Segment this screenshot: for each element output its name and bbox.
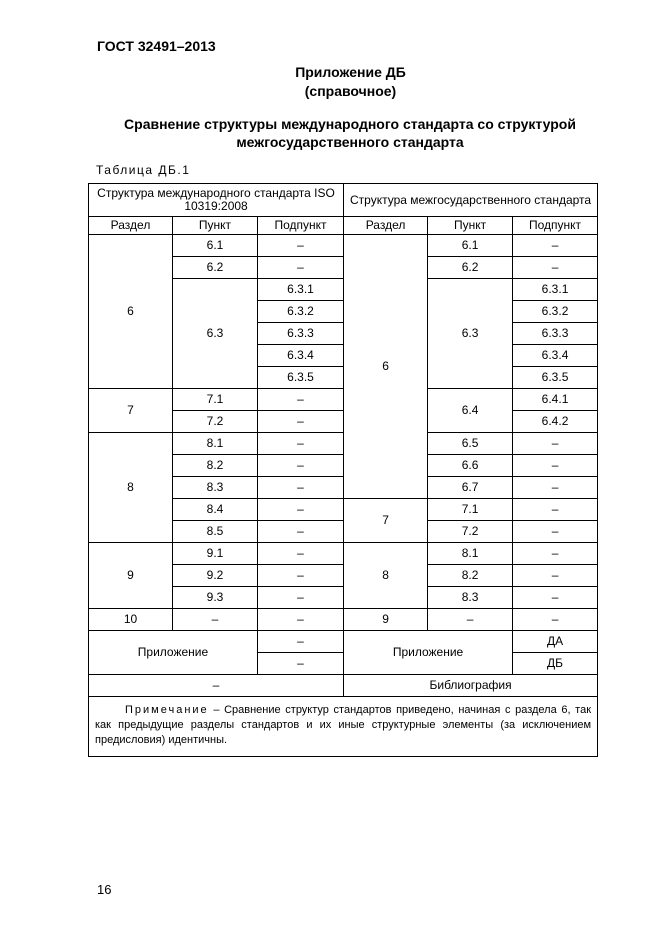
cell-subclause: – <box>513 257 598 279</box>
header-interstate: Структура межгосударственного стандарта <box>344 184 598 217</box>
cell-subclause: 6.3.5 <box>513 367 598 389</box>
cell-clause: – <box>428 609 513 631</box>
cell-subclause: 6.3.1 <box>513 279 598 301</box>
col-section: Раздел <box>344 217 428 235</box>
comparison-title <box>90 115 610 151</box>
bibliography-right: Библиография <box>344 675 598 697</box>
cell-subclause: – <box>258 521 344 543</box>
cell-clause: 8.4 <box>173 499 258 521</box>
cell-section: 8 <box>89 433 173 543</box>
cell-subclause: – <box>258 257 344 279</box>
cell-clause: 7.2 <box>173 411 258 433</box>
appendix-row <box>89 631 598 653</box>
appendix-label-left: Приложение <box>89 631 258 675</box>
cell-subclause: – <box>258 389 344 411</box>
cell-subclause: – <box>513 455 598 477</box>
cell-subclause: – <box>513 477 598 499</box>
header-international: Структура международного стандарта ISO 10319:2008 <box>89 184 344 217</box>
appendix-title: Приложение ДБ <box>295 64 406 80</box>
cell-subclause: – <box>513 433 598 455</box>
cell-subclause: 6.3.4 <box>513 345 598 367</box>
cell-subclause: – <box>258 565 344 587</box>
cell-subclause: – <box>258 433 344 455</box>
cell-clause: 6.1 <box>428 235 513 257</box>
cell-clause: 6.3 <box>173 279 258 389</box>
cell-clause: 6.4 <box>428 389 513 433</box>
cell-subclause: – <box>258 411 344 433</box>
cell-section: 9 <box>89 543 173 609</box>
cell-subclause: – <box>258 587 344 609</box>
table-row <box>89 543 598 565</box>
cell-subclause: 6.3.5 <box>258 367 344 389</box>
appendix-sub-right: ДА <box>513 631 598 653</box>
appendix-sub-right: ДБ <box>513 653 598 675</box>
cell-clause: 7.1 <box>428 499 513 521</box>
comparison-title-line2: межгосударственного стандарта <box>236 134 464 150</box>
bibliography-row <box>89 675 598 697</box>
appendix-sub-left: – <box>258 631 344 653</box>
cell-subclause: – <box>258 235 344 257</box>
cell-subclause: – <box>513 499 598 521</box>
cell-clause: 6.5 <box>428 433 513 455</box>
cell-clause: 6.2 <box>173 257 258 279</box>
cell-subclause: – <box>513 235 598 257</box>
cell-subclause: 6.3.2 <box>513 301 598 323</box>
table-header-row <box>89 184 598 217</box>
cell-section: 6 <box>344 235 428 499</box>
cell-clause: 9.1 <box>173 543 258 565</box>
table-subheader-row <box>89 217 598 235</box>
cell-section: 10 <box>89 609 173 631</box>
col-clause: Пункт <box>428 217 513 235</box>
cell-section: 8 <box>344 543 428 609</box>
cell-clause: 8.1 <box>428 543 513 565</box>
cell-clause: 6.3 <box>428 279 513 389</box>
page-number: 16 <box>97 882 112 897</box>
cell-section: 7 <box>89 389 173 433</box>
cell-clause: 8.5 <box>173 521 258 543</box>
cell-clause: 6.7 <box>428 477 513 499</box>
cell-clause: 8.2 <box>428 565 513 587</box>
cell-subclause: – <box>513 565 598 587</box>
cell-subclause: 6.3.1 <box>258 279 344 301</box>
appendix-sub-left: – <box>258 653 344 675</box>
cell-subclause: – <box>513 543 598 565</box>
table-row <box>89 235 598 257</box>
standard-code: ГОСТ 32491–2013 <box>97 38 216 54</box>
appendix-label-right: Приложение <box>344 631 513 675</box>
cell-clause: 6.2 <box>428 257 513 279</box>
cell-subclause: – <box>513 609 598 631</box>
cell-subclause: – <box>258 477 344 499</box>
cell-subclause: – <box>258 499 344 521</box>
cell-subclause: 6.3.3 <box>258 323 344 345</box>
note-text: – Сравнение структур стандартов приведено, начиная с раздела 6, так как предыдущие разделы стандартов и их иные структурные элементы (за исключением предисловия) идентичны. <box>95 704 592 746</box>
cell-subclause: 6.3.3 <box>513 323 598 345</box>
cell-subclause: – <box>513 521 598 543</box>
cell-clause: 8.1 <box>173 433 258 455</box>
cell-clause: 9.2 <box>173 565 258 587</box>
col-subclause: Подпункт <box>513 217 598 235</box>
cell-section: 9 <box>344 609 428 631</box>
table-note <box>89 697 598 757</box>
cell-section: 7 <box>344 499 428 543</box>
cell-subclause: – <box>258 543 344 565</box>
cell-section: 6 <box>89 235 173 389</box>
table-row <box>89 389 598 411</box>
cell-clause: 6.1 <box>173 235 258 257</box>
cell-clause: 9.3 <box>173 587 258 609</box>
cell-clause: 7.2 <box>428 521 513 543</box>
cell-clause: 7.1 <box>173 389 258 411</box>
cell-clause: 6.6 <box>428 455 513 477</box>
note-row <box>89 697 598 757</box>
col-subclause: Подпункт <box>258 217 344 235</box>
cell-clause: 8.3 <box>173 477 258 499</box>
table-caption: Таблица ДБ.1 <box>96 163 191 177</box>
cell-subclause: 6.3.4 <box>258 345 344 367</box>
comparison-title-line1: Сравнение структуры международного стандарта со структурой <box>124 116 576 132</box>
cell-subclause: 6.4.1 <box>513 389 598 411</box>
cell-clause: – <box>173 609 258 631</box>
note-label: Примечание <box>125 704 209 716</box>
col-clause: Пункт <box>173 217 258 235</box>
cell-subclause: 6.3.2 <box>258 301 344 323</box>
structure-comparison-table <box>88 183 598 757</box>
cell-subclause: – <box>258 455 344 477</box>
table-row <box>89 433 598 455</box>
cell-subclause: 6.4.2 <box>513 411 598 433</box>
cell-subclause: – <box>258 609 344 631</box>
col-section: Раздел <box>89 217 173 235</box>
table-row <box>89 609 598 631</box>
bibliography-left: – <box>89 675 344 697</box>
cell-clause: 8.3 <box>428 587 513 609</box>
appendix-subtitle: (справочное) <box>304 83 397 99</box>
cell-clause: 8.2 <box>173 455 258 477</box>
cell-subclause: – <box>513 587 598 609</box>
